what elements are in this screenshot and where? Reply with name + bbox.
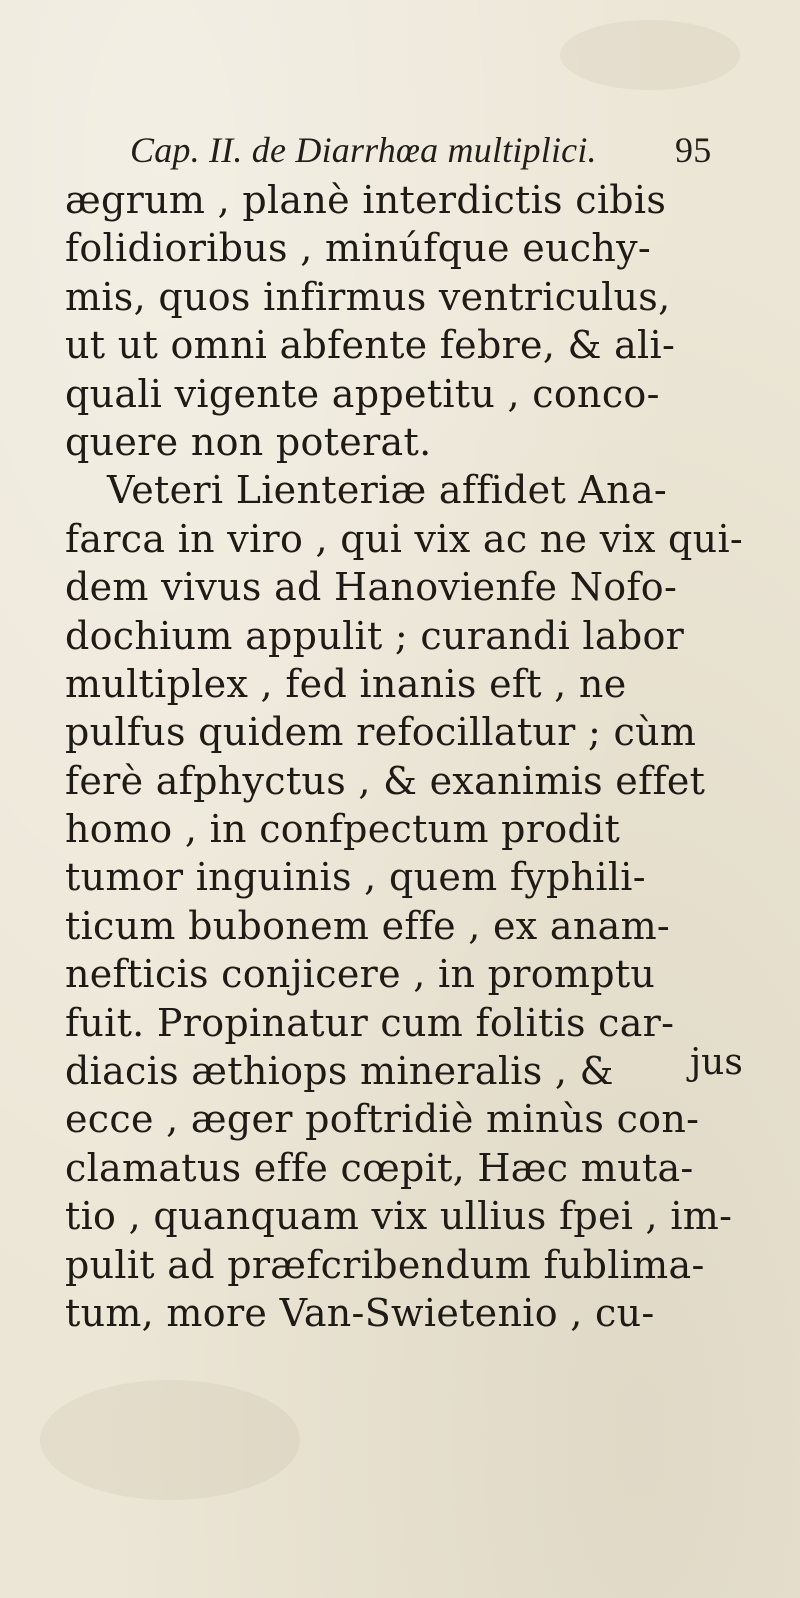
text-line: pulit ad præfcribendum fublima- bbox=[65, 1242, 705, 1287]
text-line: clamatus effe cœpit, Hæc muta- bbox=[65, 1145, 694, 1190]
page-number: 95 bbox=[675, 130, 712, 170]
text-line: tum, more Van-Swietenio , cu- bbox=[65, 1290, 655, 1335]
text-line: ferè afphyctus , & exanimis effet bbox=[65, 758, 706, 803]
text-line: ecce , æger poftridiè minùs con- bbox=[65, 1097, 700, 1142]
text-line: homo , in confpectum prodit bbox=[65, 807, 621, 852]
paper-stain bbox=[40, 1380, 300, 1500]
running-title: Cap. II. de Diarrhœa multiplici. bbox=[130, 130, 597, 170]
catchword: jus bbox=[690, 1042, 743, 1083]
text-line: ægrum , planè interdictis cibis bbox=[65, 178, 667, 222]
text-line: ticum bubonem effe , ex anam- bbox=[65, 903, 671, 948]
text-line: diacis æthiops mineralis , & bbox=[65, 1049, 614, 1094]
text-line: tumor inguinis , quem fyphili- bbox=[65, 855, 646, 900]
text-line: quali vigente appetitu , conco- bbox=[65, 371, 660, 416]
text-line: mis, quos infirmus ventriculus, bbox=[65, 274, 671, 319]
paragraph-start-line: Veteri Lienteriæ affidet Ana- bbox=[107, 468, 668, 513]
text-line: multiplex , fed inanis eft , ne bbox=[65, 661, 627, 706]
text-line: dochium appulit ; curandi labor bbox=[65, 613, 685, 658]
text-line: fuit. Propinatur cum folitis car- bbox=[65, 1000, 675, 1045]
text-line: ut ut omni abfente febre, & ali- bbox=[65, 323, 676, 368]
text-line: nefticis conjicere , in promptu bbox=[65, 952, 656, 997]
running-head bbox=[130, 128, 770, 172]
text-line: pulfus quidem refocillatur ; cùm bbox=[65, 710, 697, 755]
text-line: quere non poterat. bbox=[65, 419, 432, 464]
text-line: tio , quanquam vix ullius fpei , im- bbox=[65, 1194, 733, 1239]
text-line: dem vivus ad Hanovienfe Nofo- bbox=[65, 565, 678, 610]
text-line: folidioribus , minúfque euchy- bbox=[65, 226, 652, 271]
body-text bbox=[65, 176, 785, 1337]
text-line: farca in viro , qui vix ac ne vix qui- bbox=[65, 516, 744, 561]
paper-stain bbox=[560, 20, 740, 90]
